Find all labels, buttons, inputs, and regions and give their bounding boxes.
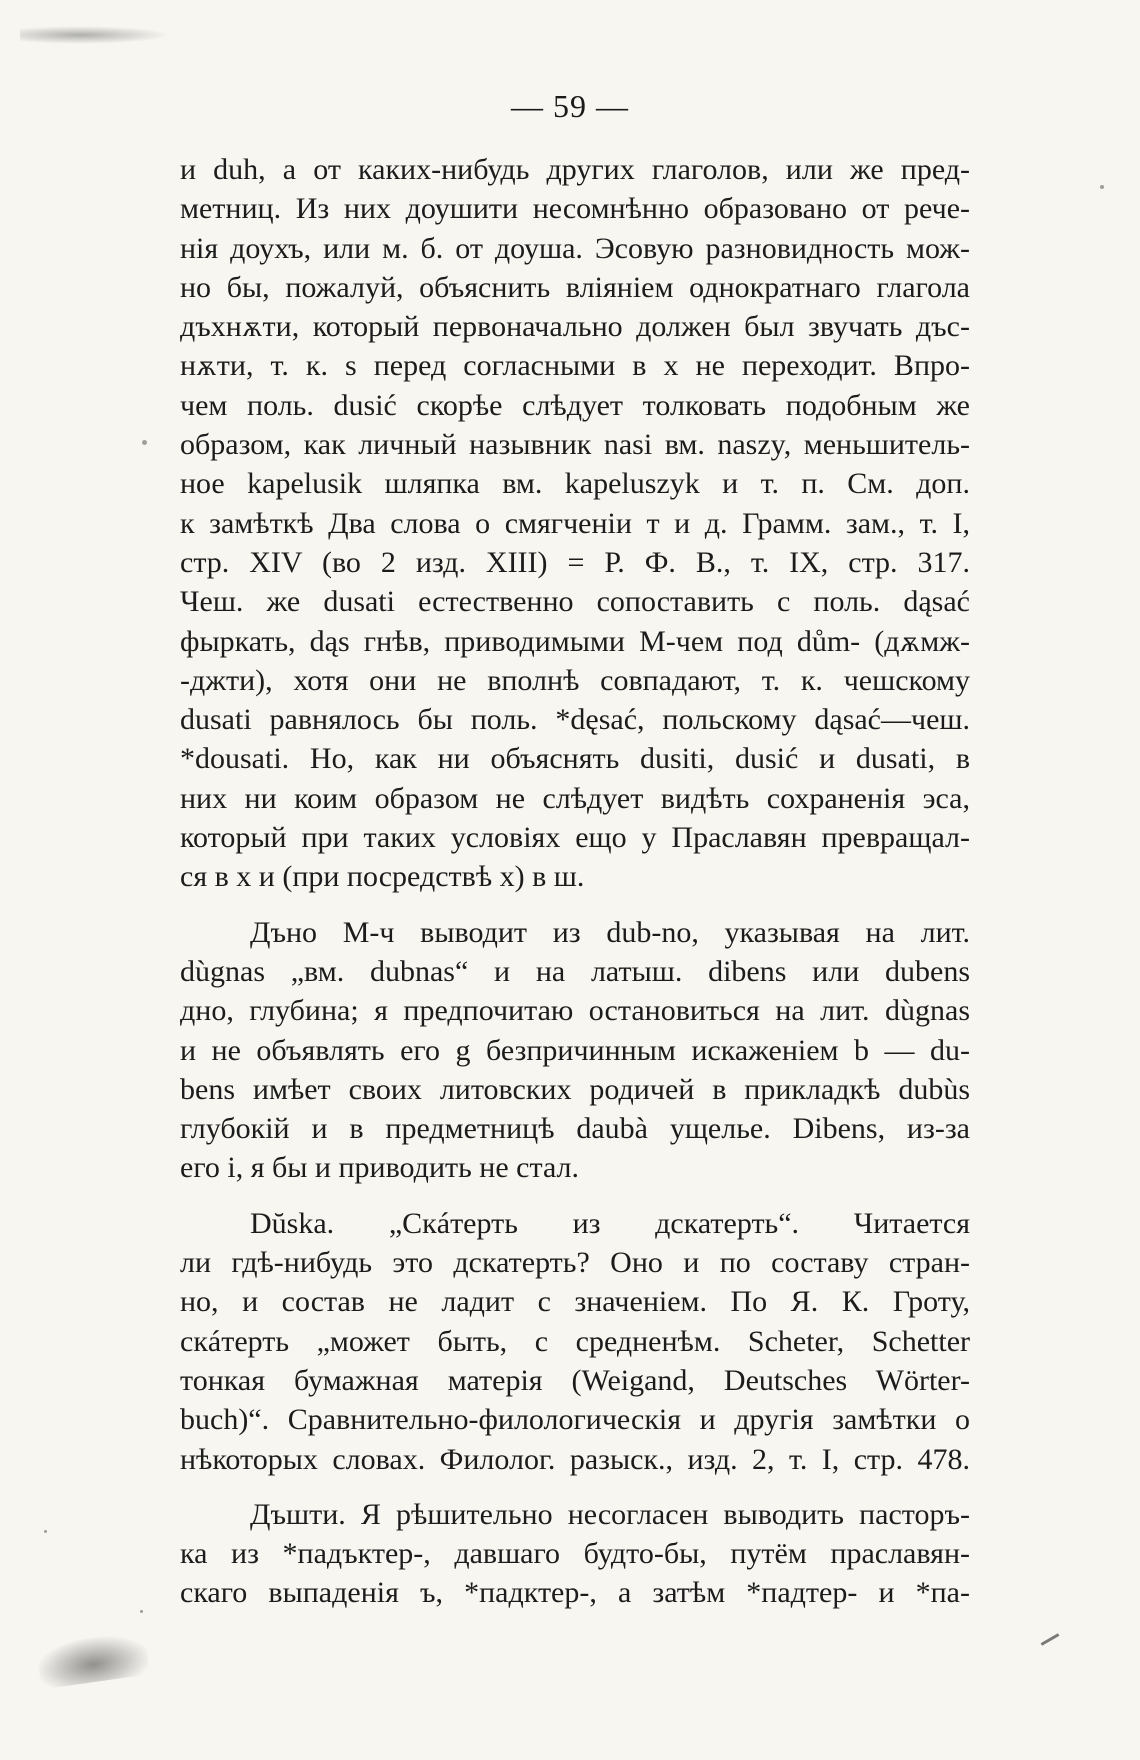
text-line: buch)“. Сравнительно-филологическія и другія замѣтки о: [180, 1403, 970, 1437]
text-line: фыркать, dąs гнѣв, приводимыми М-чем под dům- (дѫмж-: [180, 624, 970, 658]
text-line: дно, глубина; я предпочитаю остановиться на лит. dùgnas: [180, 994, 970, 1028]
scan-speck: [44, 1530, 47, 1533]
paragraph-1: [180, 150, 970, 897]
paragraph-2: [180, 913, 970, 1188]
text-line: образом, как личный назывник nasi вм. naszy, меньшитель-: [180, 428, 970, 462]
page-body: [180, 150, 970, 1613]
scan-mark: [1041, 1633, 1060, 1646]
scan-speck: [142, 440, 147, 445]
text-line: ли гдѣ-нибудь это дскатерть? Оно и по составу стран-: [180, 1246, 970, 1280]
text-line: скáтерть „может быть, с средненѣм. Scheter, Schetter: [180, 1324, 970, 1358]
text-line: Чеш. же dusati естественно сопоставить с поль. dąsać: [180, 585, 970, 619]
text-line: который при таких условіях ещо у Праславян превращал-: [180, 821, 970, 855]
text-line: ка из *падъктер-, давшаго будто-бы, путём праславян-: [180, 1537, 970, 1571]
text-line: dusati равнялось бы поль. *dęsać, польскому dąsać—чеш.: [180, 703, 970, 737]
text-line: но, и состав не ладит с значеніем. По Я. К. Гроту,: [180, 1285, 970, 1319]
text-line: стр. XIV (во 2 изд. XIII) = Р. Ф. В., т. IX, стр. 317.: [180, 545, 970, 579]
scan-smudge-bottom: [35, 1631, 150, 1690]
text-line: -джти), хотя они не вполнѣ совпадают, т. к. чешскому: [180, 663, 970, 697]
text-line: bens имѣет своих литовских родичей в прикладкѣ dubùs: [180, 1072, 970, 1106]
scan-smudge-top: [20, 26, 170, 44]
text-line: его i, я бы и приводить не стал.: [180, 1151, 580, 1185]
text-line: них ни коим образом не слѣдует видѣть сохраненія эса,: [180, 781, 970, 815]
text-line: нѣкоторых словах. Филолог. разыск., изд. 2, т. I, стр. 478.: [180, 1442, 970, 1476]
text-line: *dousati. Но, как ни объяснять dusiti, dusić и dusati, в: [180, 742, 970, 776]
text-line: метниц. Из них доушити несомнѣнно образовано от рече-: [180, 192, 970, 226]
text-line: но бы, пожалуй, объяснить вліяніем однократнаго глагола: [180, 270, 970, 304]
text-line: Dŭska. „Скáтерть из дскатерть“. Читается: [250, 1206, 970, 1240]
paragraph-3: [180, 1204, 970, 1479]
text-line: скаго выпаденія ъ, *падктер-, а затѣм *падтер- и *па-: [180, 1576, 970, 1610]
text-line: глубокій и в предметницѣ daubà ущелье. Dibens, из-за: [180, 1112, 970, 1146]
text-line: ное kapelusik шляпка вм. kapeluszyk и т. п. См. доп.: [180, 467, 970, 501]
text-line: к замѣткѣ Два слова о смягченіи т и д. Грамм. зам., т. I,: [180, 506, 970, 540]
text-line: и duh, а от каких-нибудь других глаголов, или же пред-: [180, 153, 970, 186]
text-line: нѫти, т. к. s перед согласными в х не переходит. Впро-: [180, 349, 970, 383]
paragraph-4: [180, 1495, 970, 1613]
text-line: чем поль. dusić скорѣе слѣдует толковать подобным же: [180, 388, 970, 422]
text-line: и не объявлять его g безпричинным искаженіем b — du-: [180, 1033, 970, 1067]
text-line: ся в x и (при посредствѣ x) в ш.: [180, 860, 585, 894]
scan-speck: [140, 1610, 143, 1613]
scan-speck: [1100, 185, 1104, 189]
text-line: тонкая бумажная матерія (Weigand, Deutsches Wörter-: [180, 1363, 970, 1397]
text-line: dùgnas „вм. dubnas“ и на латыш. dibens или dubens: [180, 954, 970, 988]
text-line: Дъшти. Я рѣшительно несогласен выводить пасторъ-: [250, 1497, 970, 1531]
page-number: — 59 —: [511, 88, 629, 124]
text-line: нія доухъ, или м. б. от доуша. Эсовую разновидность мож-: [180, 231, 970, 265]
text-line: дъхнѫти, который первоначально должен был звучать дъс-: [180, 310, 970, 344]
text-line: Дъно М-ч выводит из dub-no, указывая на лит.: [250, 915, 970, 949]
